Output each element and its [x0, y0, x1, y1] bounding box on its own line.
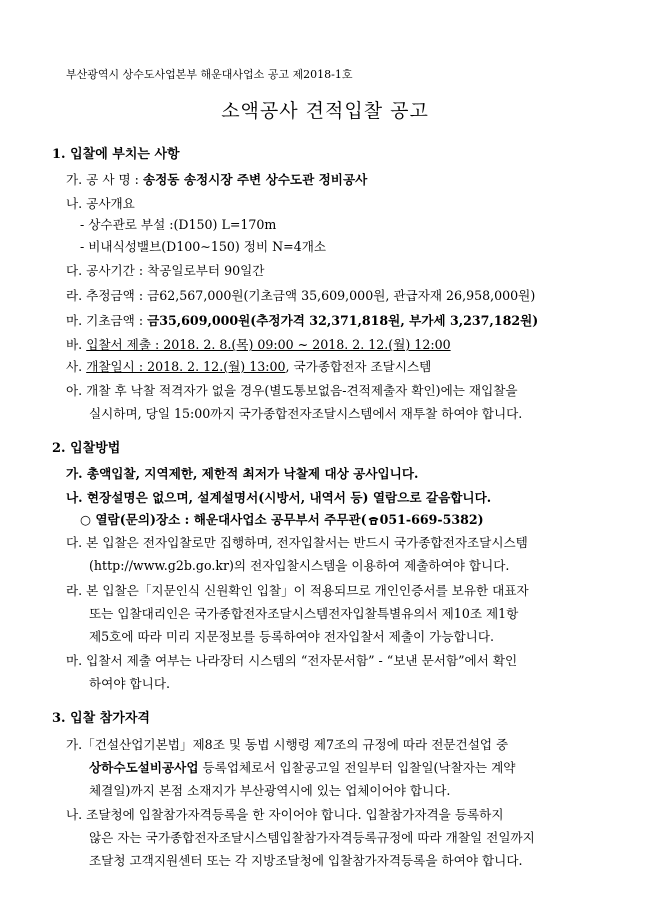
- inspection-contact: [80, 512, 484, 528]
- section-1-item-h-line-2: 실시하며, 당일 15:00까지 국가종합전자조달시스템에서 재투찰 하여야 합니다.: [89, 406, 523, 421]
- section-3-item-a-line-1: 가.「건설산업기본법」제8조 및 동법 시행령 제7조의 규정에 따라 전문건설업 중: [66, 737, 509, 752]
- section-2-item-d-line-1: 라. 본 입찰은「지문인식 신원확인 입찰」이 적용되므로 개인인증서를 보유한 대표자: [66, 583, 529, 598]
- notice-number: 부산광역시 상수도사업본부 해운대사업소 공고 제2018-1호: [66, 68, 353, 81]
- section-1-item-f: [66, 337, 451, 353]
- overview-item-2: - 비내식성밸브(D100∼150) 정비 N=4개소: [80, 239, 327, 254]
- section-2-item-e-line-1: 마. 입찰서 제출 여부는 나라장터 시스템의 “전자문서함” - “보낸 문서함”에서 확인: [66, 653, 518, 668]
- item-f-label: 바.: [66, 337, 87, 352]
- section-3-item-a-line-2: [89, 760, 515, 776]
- page-title: 소액공사 견적입찰 공고: [221, 100, 429, 122]
- section-2-item-c-line-1: 다. 본 입찰은 전자입찰로만 집행하며, 전자입찰서는 반드시 국가종합전자조달시스템: [66, 535, 528, 550]
- base-amount: 금35,609,000원(추정가격 32,371,818원, 부가세 3,237,182원): [147, 313, 539, 328]
- section-1-item-h-line-1: 아. 개찰 후 낙찰 적격자가 없을 경우(별도통보없음-견적제출자 확인)에는 재입찰을: [66, 383, 518, 398]
- section-1-item-a: [66, 172, 367, 188]
- license-requirement: 등록업체로서 입찰공고일 전일부터 입찰일(낙찰자는 계약: [198, 760, 516, 775]
- section-2-item-b: 나. 현장설명은 없으며, 설계설명서(시방서, 내역서 등) 열람으로 갈음합니다.: [66, 490, 492, 505]
- contact-phone: 051-669-5382): [379, 512, 484, 527]
- item-g-label: 사.: [66, 359, 87, 374]
- section-1-item-e: [66, 313, 538, 329]
- section-1-item-d: 라. 추정금액 : 금62,567,000원(기초금액 35,609,000원, 관급자재 26,958,000원): [66, 288, 536, 303]
- section-2-item-d-line-3: 제5호에 따라 미리 지문정보를 등록하여야 전자입찰서 제출이 가능합니다.: [89, 629, 495, 644]
- section-1-item-c: 다. 공사기간 : 착공일로부터 90일간: [66, 263, 265, 278]
- telephone-icon: [368, 513, 379, 522]
- license-type: 상하수도설비공사업: [89, 760, 199, 775]
- contact-label: ○ 열람(문의)장소 : 해운대사업소 공무부서 주무관(: [80, 512, 367, 527]
- section-1-heading: 1. 입찰에 부치는 사항: [52, 147, 180, 162]
- section-2-heading: 2. 입찰방법: [52, 441, 121, 456]
- section-3-item-b-line-1: 나. 조달청에 입찰참가자격등록을 한 자이어야 합니다. 입찰참가자격을 등록하지: [66, 807, 504, 822]
- section-1-item-g: [66, 359, 431, 375]
- section-2-item-d-line-2: 또는 입찰대리인은 국가종합전자조달시스템전자입찰특별유의서 제10조 제1항: [89, 606, 519, 621]
- section-3-item-b-line-3: 조달청 고객지원센터 또는 각 지방조달청에 입찰참가자격등록을 하여야 합니다.: [89, 853, 523, 868]
- section-3-heading: 3. 입찰 참가자격: [52, 711, 150, 726]
- section-3-item-b-line-2: 않은 자는 국가종합전자조달시스템입찰참가자격등록규정에 따라 개찰일 전일까지: [89, 830, 535, 845]
- item-e-label: 마. 기초금액 :: [66, 313, 148, 328]
- section-3-item-a-line-3: 체결일)까지 본점 소재지가 부산광역시에 있는 업체이어야 합니다.: [89, 783, 451, 798]
- item-a-label: 가. 공 사 명 :: [66, 172, 143, 187]
- bid-opening-datetime: 개찰일시 : 2018. 2. 12.(월) 13:00: [86, 359, 286, 374]
- section-2-item-e-line-2: 하여야 합니다.: [89, 676, 170, 691]
- section-2-item-c-line-2: (http://www.g2b.go.kr)의 전자입찰시스템을 이용하여 제출하여야 합니다.: [89, 558, 510, 573]
- bid-opening-system: , 국가종합전자 조달시스템: [285, 359, 432, 374]
- section-2-item-a: 가. 총액입찰, 지역제한, 제한적 최저가 낙찰제 대상 공사입니다.: [66, 466, 419, 481]
- section-1-item-b: 나. 공사개요: [66, 196, 135, 211]
- overview-item-1: - 상수관로 부설 :(D150) L=170m: [80, 217, 277, 232]
- project-name: 송정동 송정시장 주변 상수도관 정비공사: [142, 172, 368, 187]
- bid-submission-period: 입찰서 제출 : 2018. 2. 8.(목) 09:00 ~ 2018. 2. 12.(월) 12:00: [86, 337, 451, 352]
